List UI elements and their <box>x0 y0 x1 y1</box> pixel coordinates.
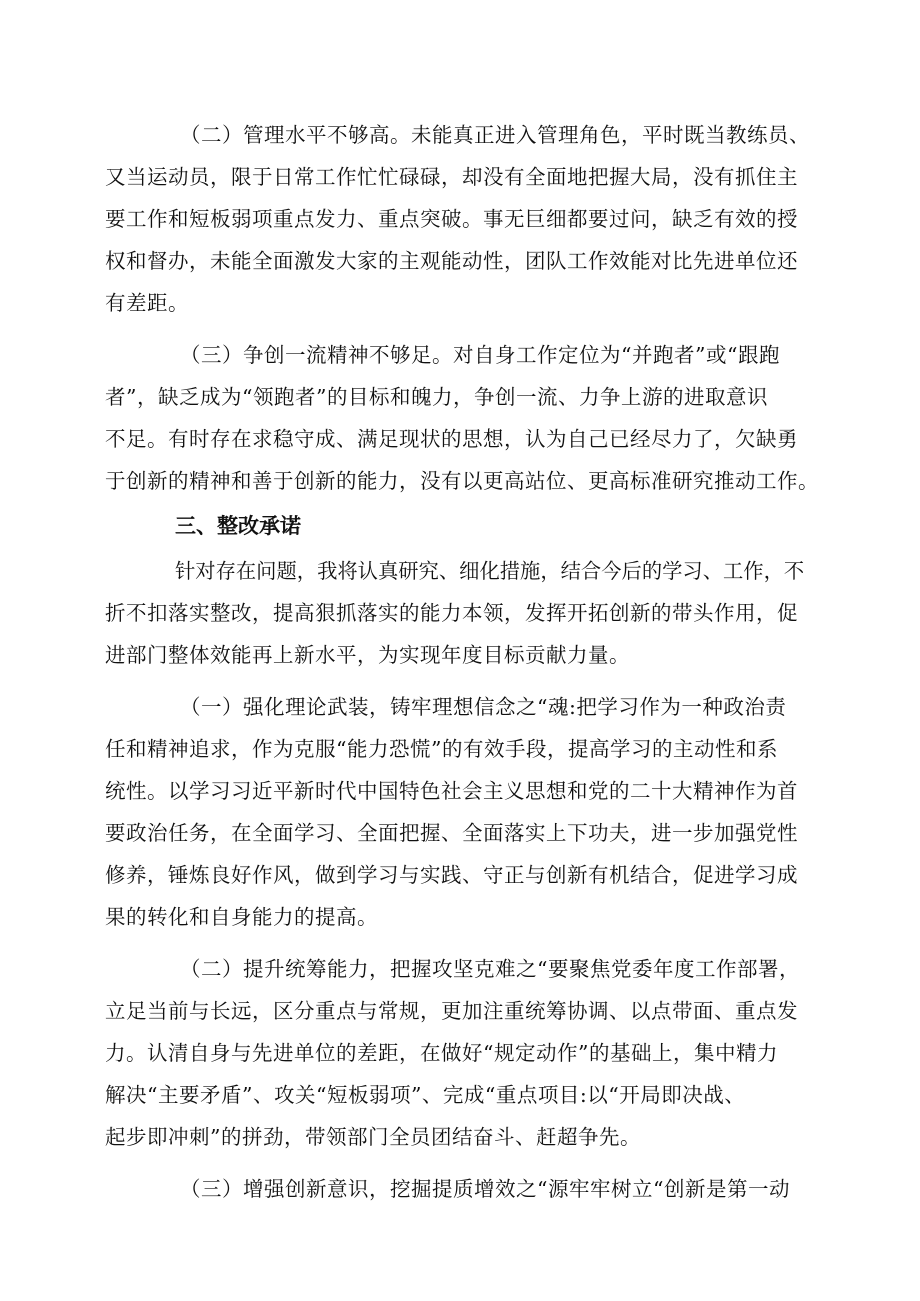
text-line: 权和督办，未能全面激发大家的主观能动性，团队工作效能对比先进单位还 <box>105 249 798 273</box>
text-line: 任和精神追求，作为克服“能力恐慌”的有效手段，提高学习的主动性和系 <box>105 737 778 761</box>
section-heading: 三、整改承诺 <box>175 514 301 538</box>
text-line: 果的转化和自身能力的提高。 <box>105 905 378 929</box>
text-line: 修养，锤炼良好作风，做到学习与实践、守正与创新有机结合，促进学习成 <box>105 863 798 887</box>
text-line: 有差距。 <box>105 291 189 315</box>
text-line: 针对存在问题，我将认真研究、细化措施，结合今后的学习、工作，不 <box>175 559 805 583</box>
text-line: 折不扣落实整改，提高狠抓落实的能力本领，发挥开拓创新的带头作用，促 <box>105 601 798 625</box>
text-line: 进部门整体效能再上新水平，为实现年度目标贡献力量。 <box>105 643 630 667</box>
text-line: 力。认清自身与先进单位的差距，在做好“规定动作”的基础上，集中精力 <box>105 1041 778 1065</box>
text-line: （二）管理水平不够高。未能真正进入管理角色，平时既当教练员、 <box>180 123 810 147</box>
text-line: 不足。有时存在求稳守成、满足现状的思想，认为自己已经尽力了，欠缺勇 <box>105 427 798 451</box>
text-line: 解决“主要矛盾”、攻关“短板弱项”、完成“重点项目:以“开局即决战、 <box>105 1083 746 1107</box>
text-line: 要工作和短板弱项重点发力、重点突破。事无巨细都要过问，缺乏有效的授 <box>105 207 798 231</box>
text-line: （三）增强创新意识，挖掘提质增效之“源牢牢树立“创新是第一动 <box>180 1177 790 1201</box>
text-line: 起步即冲刺”的拼劲，带领部门全员团结奋斗、赶超争先。 <box>105 1125 641 1149</box>
text-line: 又当运动员，限于日常工作忙忙碌碌，却没有全面地把握大局，没有抓住主 <box>105 165 798 189</box>
text-line: 者”，缺乏成为“领跑者”的目标和魄力，争创一流、力争上游的进取意识 <box>105 385 768 409</box>
text-line: （二）提升统筹能力，把握攻坚克难之“要聚焦党委年度工作部署， <box>180 957 800 981</box>
text-line: 于创新的精神和善于创新的能力，没有以更高站位、更高标准研究推动工作。 <box>105 469 819 493</box>
text-line: 要政治任务，在全面学习、全面把握、全面落实上下功夫，进一步加强党性 <box>105 821 798 845</box>
text-line: （一）强化理论武装，铸牢理想信念之“魂:把学习作为一种政治责 <box>180 695 787 719</box>
text-line: 统性。以学习习近平新时代中国特色社会主义思想和党的二十大精神作为首 <box>105 779 798 803</box>
text-line: 立足当前与长远，区分重点与常规，更加注重统筹协调、以点带面、重点发 <box>105 999 798 1023</box>
text-line: （三）争创一流精神不够足。对自身工作定位为“并跑者”或“跟跑 <box>180 343 780 367</box>
